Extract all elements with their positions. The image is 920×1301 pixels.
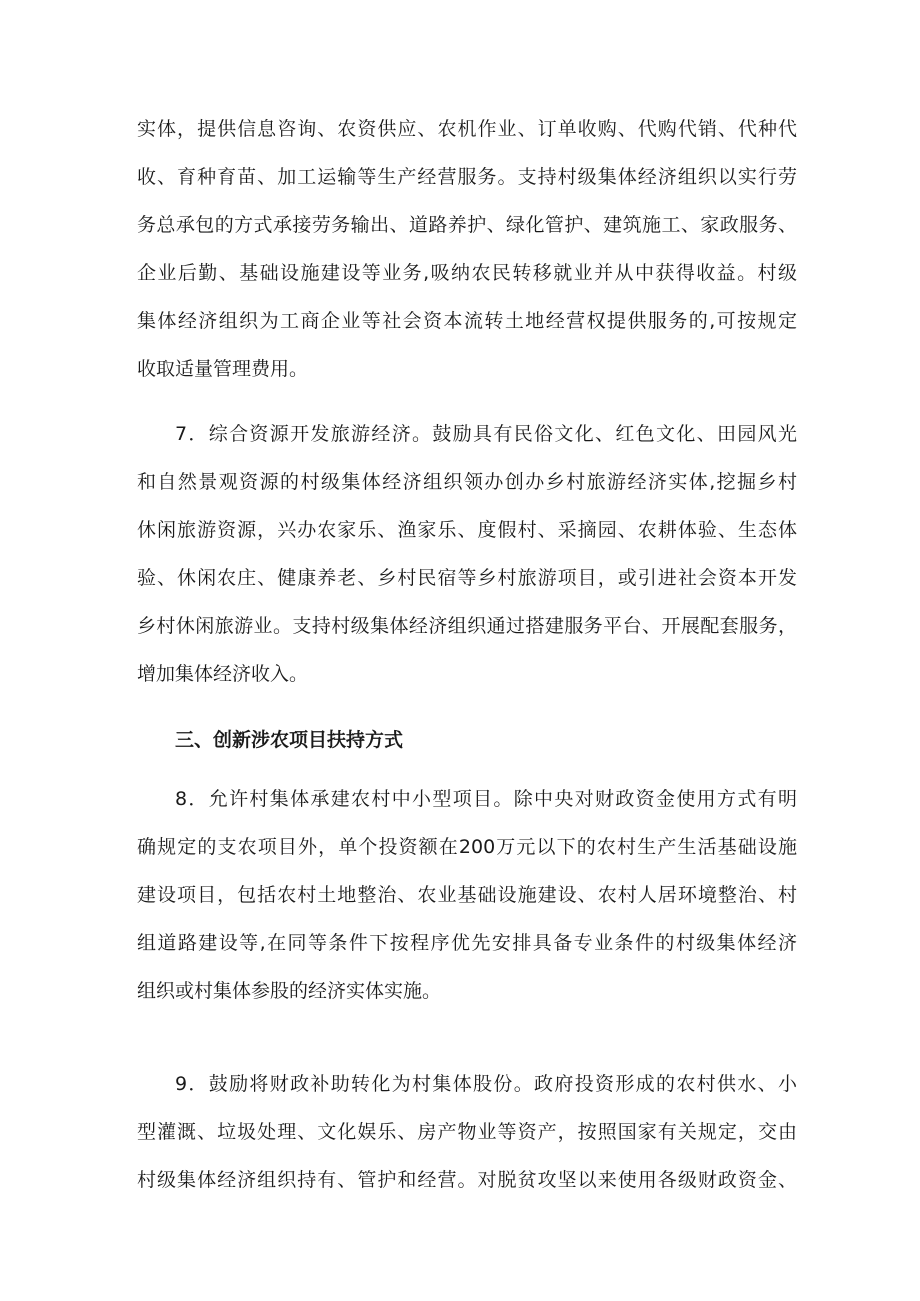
paragraph-projects (137, 775, 797, 1015)
text-line: 验、休闲农庄、健康养老、乡村民宿等乡村旅游项目，或引进社会资本开发 (137, 567, 797, 589)
paragraph-subsidy (137, 1060, 797, 1204)
text-line: 增加集体经济收入。 (137, 663, 309, 685)
text-line: 9．鼓励将财政补助转化为村集体股份。政府投资形成的农村供水、小 (175, 1073, 797, 1095)
text-line: 务总承包的方式承接劳务输出、道路养护、绿化管护、建筑施工、家政服务、 (137, 214, 797, 236)
text-line: 乡村休闲旅游业。支持村级集体经济组织通过搭建服务平台、开展配套服务， (137, 615, 797, 637)
text-line: 组道路建设等,在同等条件下按程序优先安排具备专业条件的村级集体经济 (137, 932, 797, 954)
text-line: 收取适量管理费用。 (137, 358, 309, 380)
text-line: 8．允许村集体承建农村中小型项目。除中央对财政资金使用方式有明 (175, 788, 797, 810)
text-line: 村级集体经济组织持有、管护和经营。对脱贫攻坚以来使用各级财政资金、 (137, 1169, 797, 1191)
text-line: 确规定的支农项目外，单个投资额在200万元以下的农村生产生活基础设施 (137, 836, 797, 858)
section-heading: 三、创新涉农项目扶持方式 (175, 729, 404, 751)
text-line: 型灌溉、垃圾处理、文化娱乐、房产物业等资产，按照国家有关规定，交由 (137, 1121, 797, 1143)
text-line: 实体，提供信息咨询、农资供应、农机作业、订单收购、代购代销、代种代 (137, 118, 797, 140)
text-line: 组织或村集体参股的经济实体实施。 (137, 980, 442, 1002)
text-line: 收、育种育苗、加工运输等生产经营服务。支持村级集体经济组织以实行劳 (137, 166, 797, 188)
text-line: 企业后勤、基础设施建设等业务,吸纳农民转移就业并从中获得收益。村级 (137, 262, 797, 284)
paragraph-tourism (137, 410, 797, 698)
paragraph-services (137, 105, 797, 393)
text-line: 休闲旅游资源，兴办农家乐、渔家乐、度假村、采摘园、农耕体验、生态体 (137, 519, 797, 541)
text-line: 和自然景观资源的村级集体经济组织领办创办乡村旅游经济实体,挖掘乡村 (137, 471, 797, 493)
text-line: 7．综合资源开发旅游经济。鼓励具有民俗文化、红色文化、田园风光 (175, 423, 797, 445)
text-line: 建设项目，包括农村土地整治、农业基础设施建设、农村人居环境整治、村 (137, 884, 797, 906)
text-line: 集体经济组织为工商企业等社会资本流转土地经营权提供服务的,可按规定 (137, 310, 797, 332)
